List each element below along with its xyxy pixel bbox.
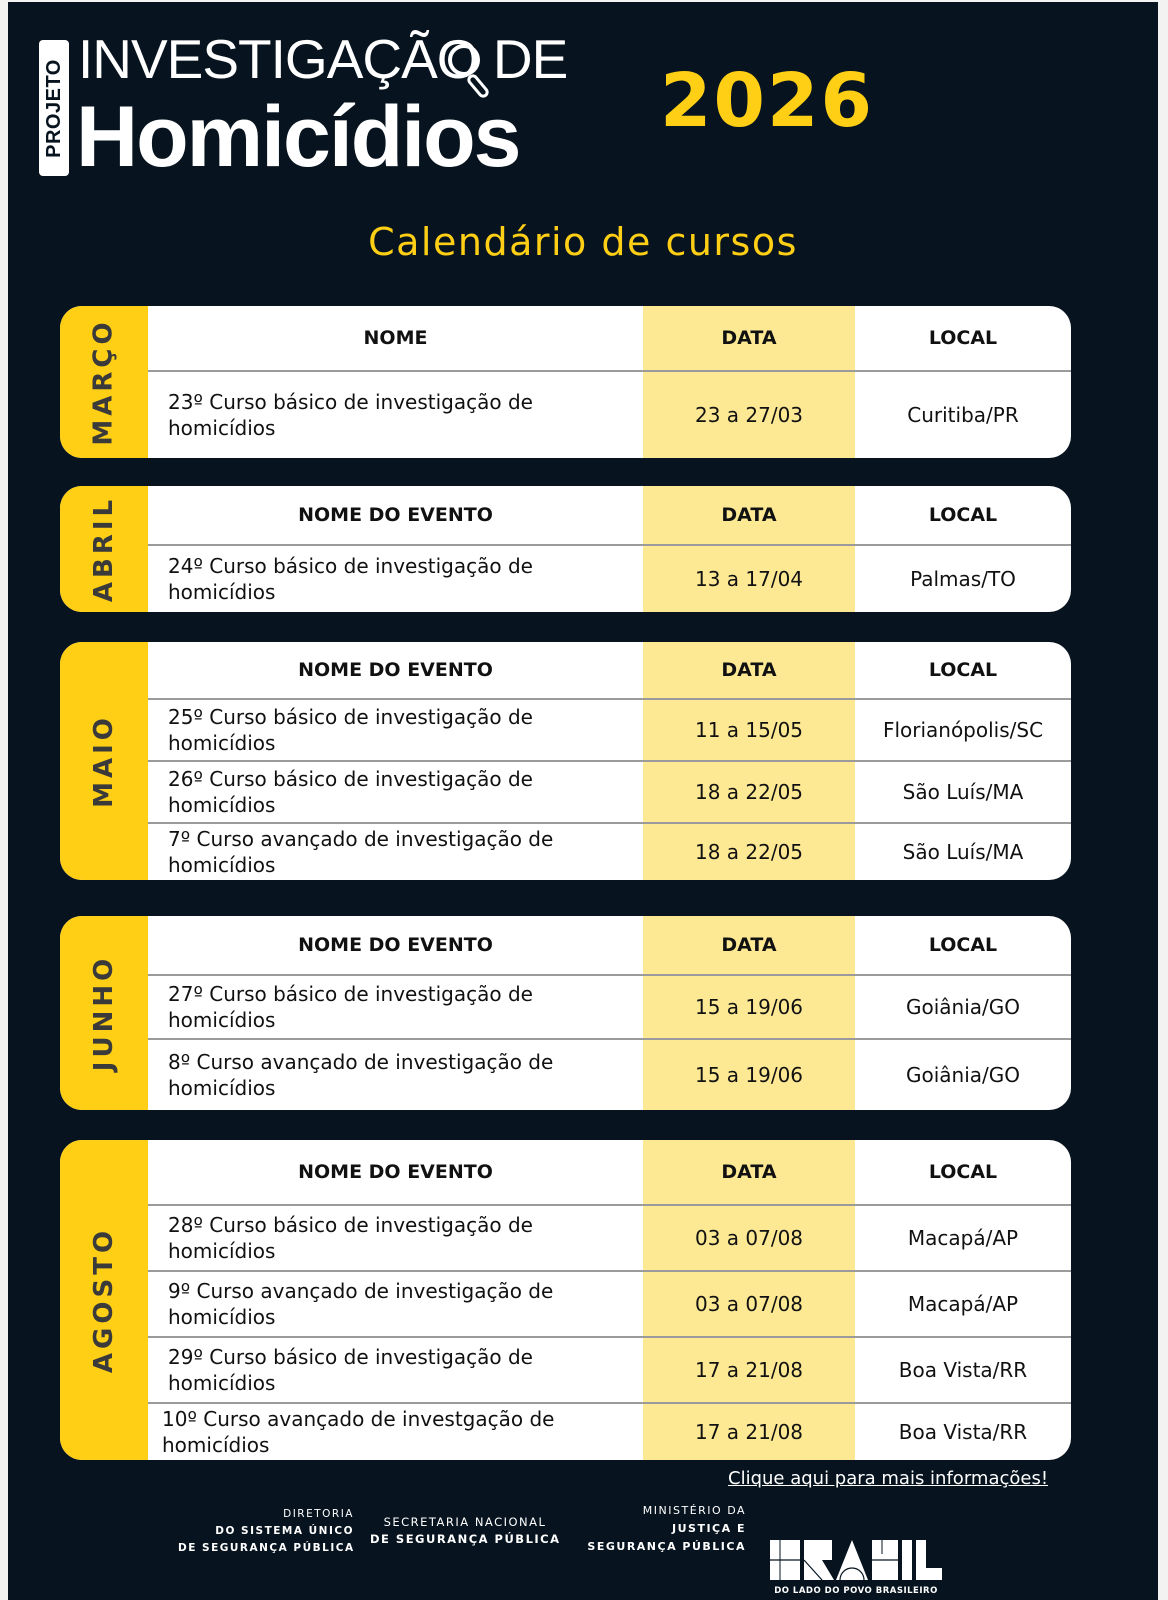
- course-local: Boa Vista/RR: [898, 1420, 1028, 1444]
- course-local: Goiânia/GO: [905, 995, 1020, 1019]
- course-date: 15 a 19/06: [643, 1040, 855, 1110]
- brasil-logo-icon: [770, 1538, 942, 1582]
- table-header: [148, 916, 1071, 974]
- year: 2026: [660, 58, 874, 144]
- course-name: 27º Curso básico de investigação de homicídios: [168, 982, 533, 1032]
- course-name: 24º Curso básico de investigação de homicídios: [168, 554, 533, 604]
- table-row: [148, 974, 1071, 1038]
- course-name: 28º Curso básico de investigação de homicídios: [168, 1213, 533, 1263]
- table-row: [148, 698, 1071, 760]
- title-line2: Homicídios: [76, 89, 520, 185]
- course-table: [148, 916, 1071, 1110]
- month-tab: [60, 642, 148, 880]
- column-header-date: DATA: [643, 642, 855, 698]
- table-row: [148, 1270, 1071, 1336]
- column-header-date: DATA: [643, 916, 855, 974]
- course-table: [148, 486, 1071, 612]
- table-header: [148, 486, 1071, 544]
- month-table-maio: [60, 642, 1071, 880]
- course-local: Goiânia/GO: [905, 1063, 1020, 1087]
- org-line: MINISTÉRIO DA: [642, 1504, 746, 1517]
- month-table-agosto: [60, 1140, 1071, 1460]
- column-header-name: NOME DO EVENTO: [298, 504, 493, 526]
- month-table-abril: [60, 486, 1071, 612]
- column-header-date: DATA: [643, 306, 855, 370]
- org-secretaria: [370, 1514, 560, 1548]
- course-date: 18 a 22/05: [643, 824, 855, 880]
- month-label: AGOSTO: [89, 1226, 120, 1374]
- month-label: MAIO: [89, 714, 119, 808]
- poster: [8, 2, 1158, 1600]
- org-line: DE SEGURANÇA PÚBLICA: [178, 1542, 355, 1554]
- month-table-marco: [60, 306, 1071, 458]
- column-header-name: NOME DO EVENTO: [298, 934, 493, 956]
- column-header-name: NOME: [363, 327, 428, 349]
- course-local: Curitiba/PR: [907, 403, 1019, 427]
- table-header: [148, 306, 1071, 370]
- table-header: [148, 1140, 1071, 1204]
- course-name: 8º Curso avançado de investigação de homicídios: [168, 1050, 554, 1100]
- month-label: JUNHO: [89, 954, 120, 1072]
- course-date: 18 a 22/05: [643, 762, 855, 822]
- month-table-junho: [60, 916, 1071, 1110]
- column-header-local: LOCAL: [928, 327, 998, 349]
- table-row: [148, 760, 1071, 822]
- column-header-local: LOCAL: [928, 659, 998, 681]
- course-table: [148, 1140, 1071, 1460]
- course-local: Macapá/AP: [907, 1292, 1019, 1316]
- column-header-date: DATA: [643, 486, 855, 544]
- column-header-local: LOCAL: [928, 1161, 998, 1183]
- table-row: [148, 370, 1071, 458]
- month-tab: [60, 1140, 148, 1460]
- title-line1: INVESTIGAÇÃO DE: [78, 28, 568, 90]
- course-local: São Luís/MA: [902, 780, 1024, 804]
- more-info-link[interactable]: Clique aqui para mais informações!: [728, 1468, 1049, 1489]
- table-row: [148, 822, 1071, 880]
- course-name: 26º Curso básico de investigação de homicídios: [168, 767, 533, 817]
- course-date: 11 a 15/05: [643, 700, 855, 760]
- course-local: Palmas/TO: [910, 567, 1016, 591]
- course-local: Macapá/AP: [907, 1226, 1019, 1250]
- month-label: ABRIL: [89, 495, 120, 603]
- org-line: DE SEGURANÇA PÚBLICA: [370, 1532, 561, 1546]
- course-name: 25º Curso básico de investigação de homicídios: [168, 705, 533, 755]
- course-date: 03 a 07/08: [643, 1206, 855, 1270]
- course-date: 17 a 21/08: [643, 1338, 855, 1402]
- course-name: 7º Curso avançado de investigação de homicídios: [168, 827, 554, 877]
- org-line: JUSTIÇA E: [672, 1522, 746, 1535]
- course-date: 13 a 17/04: [643, 546, 855, 612]
- course-local: São Luís/MA: [902, 840, 1024, 864]
- month-tab: [60, 916, 148, 1110]
- course-date: 23 a 27/03: [643, 372, 855, 458]
- org-line: DO SISTEMA ÚNICO: [215, 1525, 354, 1537]
- course-date: 17 a 21/08: [643, 1404, 855, 1460]
- column-header-name: NOME DO EVENTO: [298, 1161, 493, 1183]
- course-date: 03 a 07/08: [643, 1272, 855, 1336]
- month-tab: [60, 306, 148, 458]
- table-row: [148, 544, 1071, 612]
- table-header: [148, 642, 1071, 698]
- course-name: 29º Curso básico de investigação de homicídios: [168, 1345, 533, 1395]
- column-header-local: LOCAL: [928, 504, 998, 526]
- course-name: 23º Curso básico de investigação de homicídios: [168, 390, 533, 440]
- course-date: 15 a 19/06: [643, 976, 855, 1038]
- month-tab: [60, 486, 148, 612]
- course-name: 10º Curso avançado de investgação de homicídios: [162, 1407, 555, 1457]
- org-line: SEGURANÇA PÚBLICA: [587, 1540, 746, 1553]
- table-row: [148, 1336, 1071, 1402]
- table-row: [148, 1038, 1071, 1110]
- course-local: Florianópolis/SC: [882, 718, 1044, 742]
- month-label: MARÇO: [89, 318, 120, 446]
- column-header-date: DATA: [643, 1140, 855, 1204]
- org-line: DIRETORIA: [283, 1508, 354, 1520]
- org-line: SECRETARIA NACIONAL: [383, 1515, 547, 1529]
- table-row: [148, 1204, 1071, 1270]
- course-table: [148, 306, 1071, 458]
- table-row: [148, 1402, 1071, 1460]
- projeto-badge: [39, 40, 69, 176]
- org-ministerio: [580, 1502, 746, 1556]
- course-name: 9º Curso avançado de investigação de homicídios: [168, 1279, 554, 1329]
- brasil-tagline: DO LADO DO POVO BRASILEIRO: [774, 1586, 938, 1596]
- course-local: Boa Vista/RR: [898, 1358, 1028, 1382]
- course-table: [148, 642, 1071, 880]
- column-header-name: NOME DO EVENTO: [298, 659, 493, 681]
- column-header-local: LOCAL: [928, 934, 998, 956]
- org-diretoria: [178, 1506, 354, 1557]
- subtitle: Calendário de cursos: [368, 220, 798, 264]
- projeto-label: PROJETO: [42, 58, 65, 158]
